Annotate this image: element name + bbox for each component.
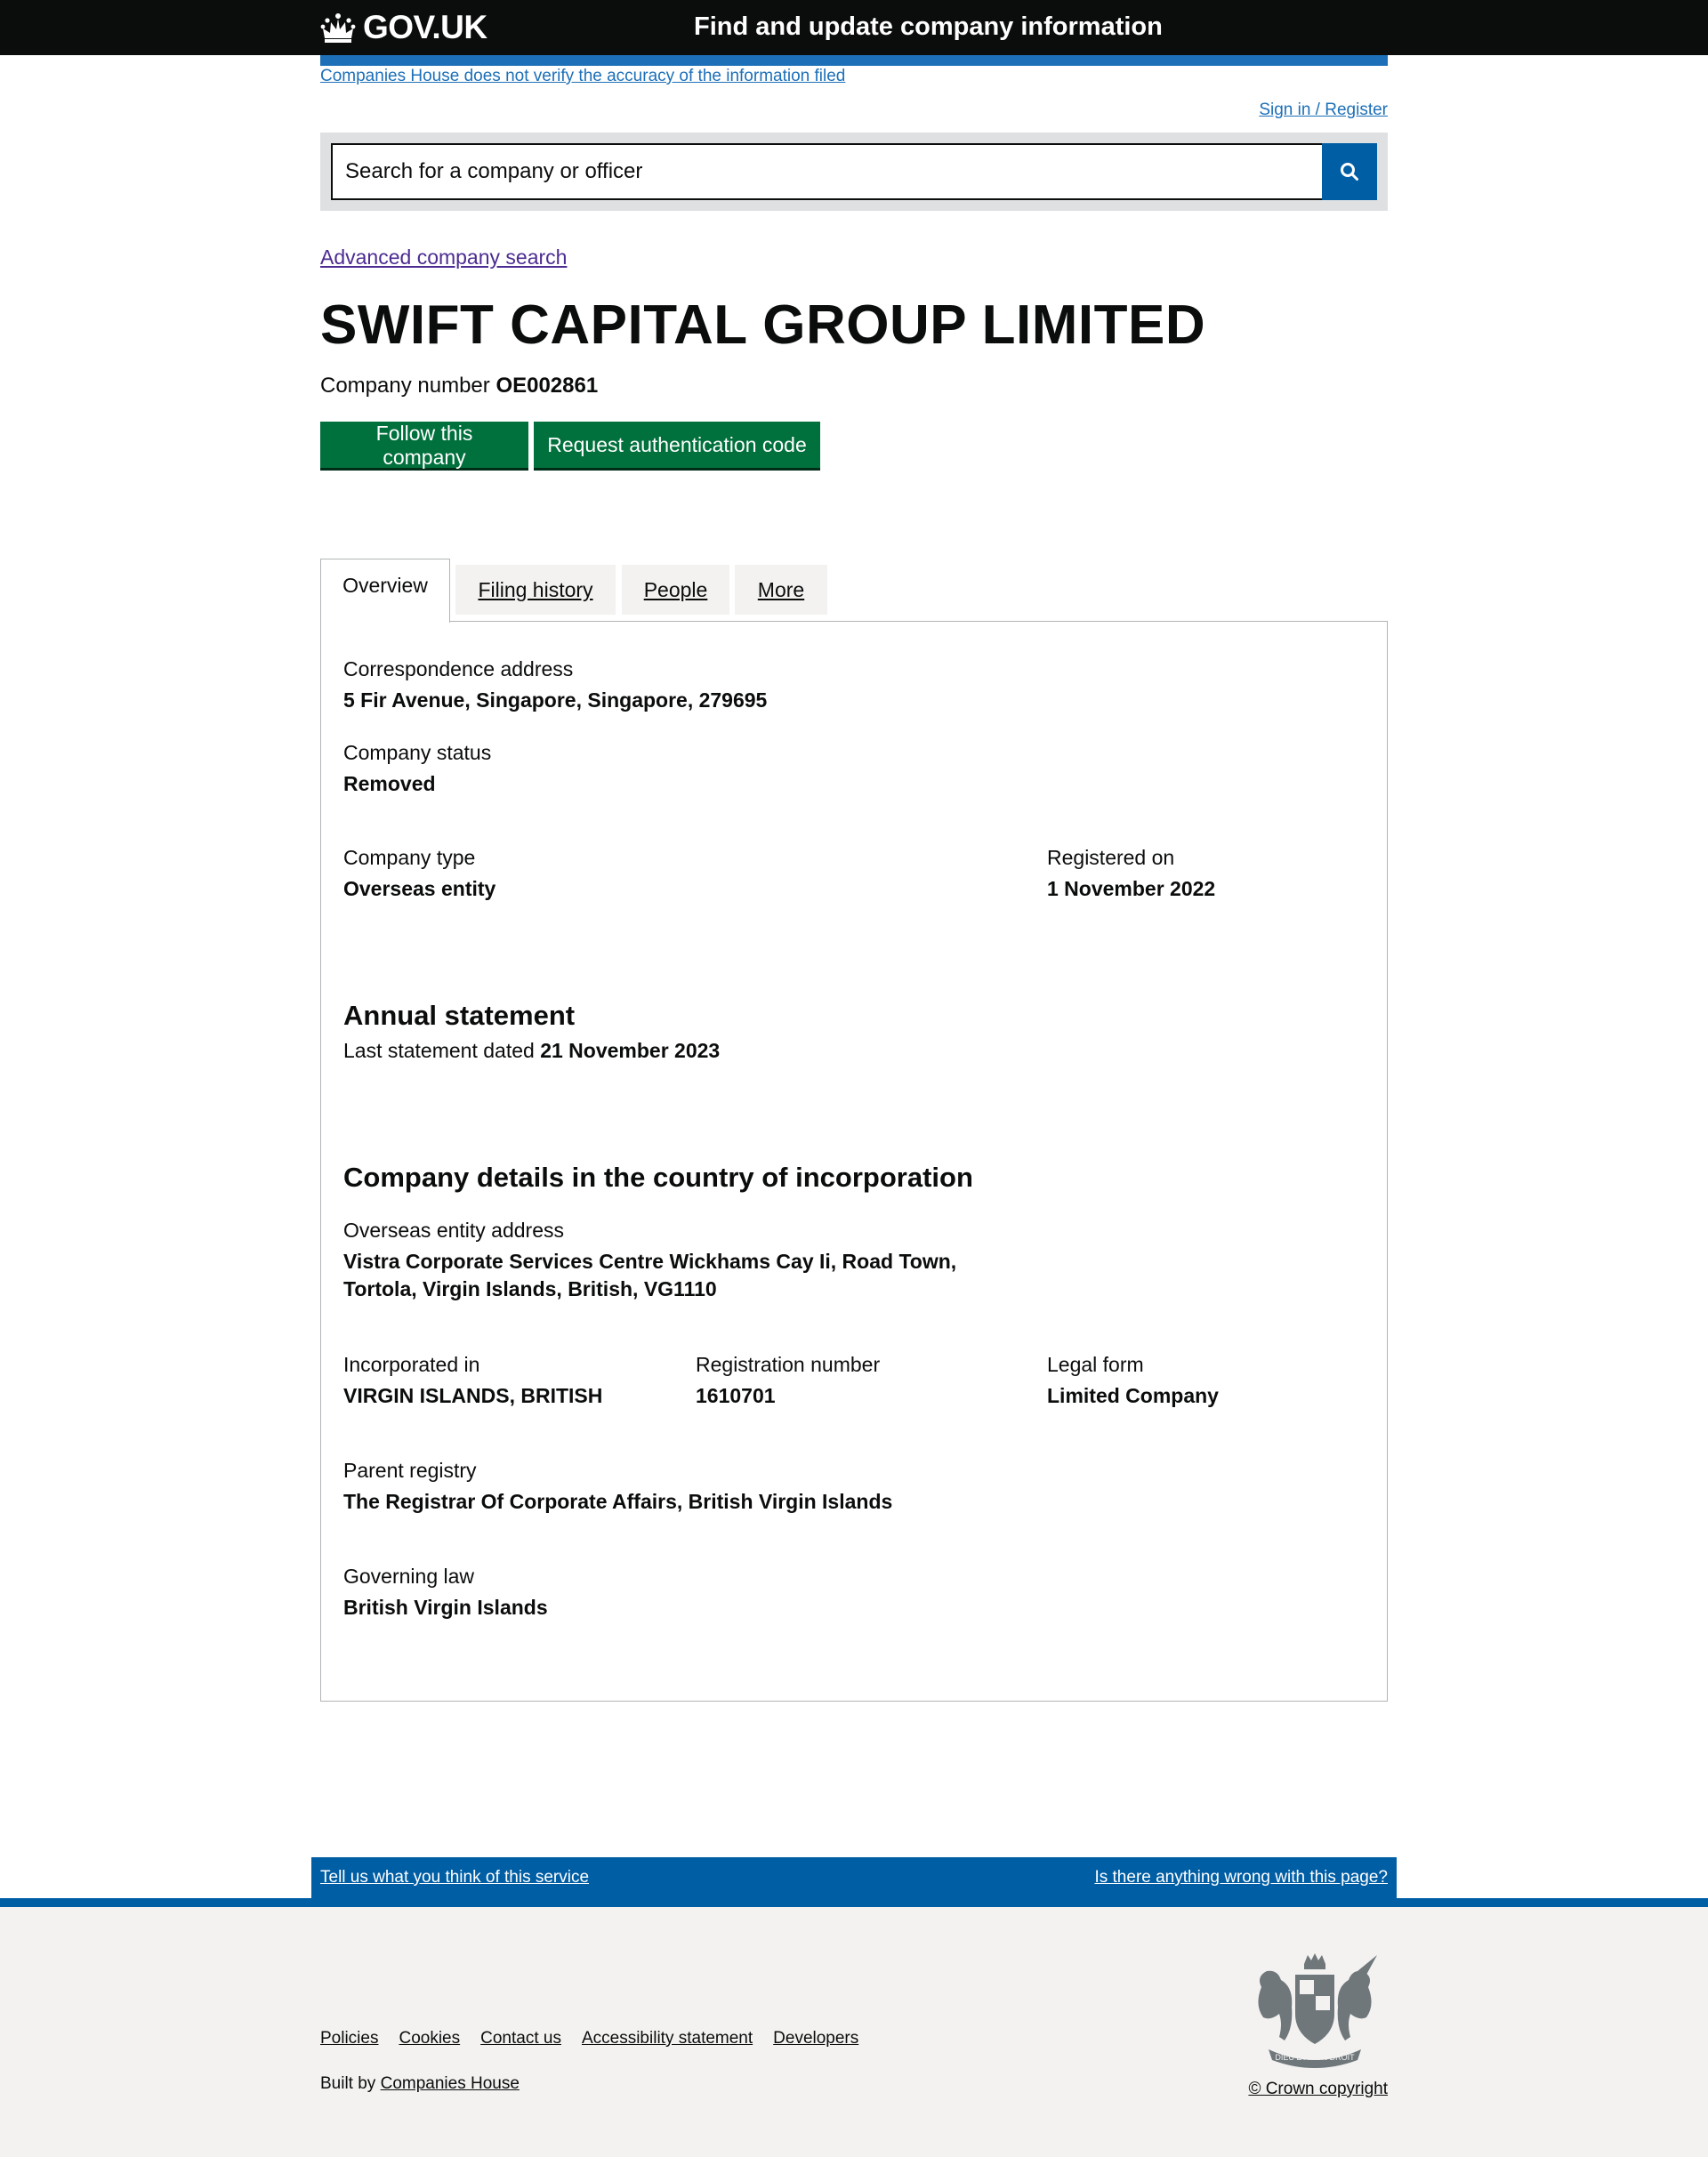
tab-more[interactable]: More [735,565,827,615]
annual-statement-prefix: Last statement dated [343,1039,535,1062]
registered-on-value: 1 November 2022 [1047,877,1216,900]
governing-law-label: Governing law [343,1565,475,1588]
site-header [0,0,1708,55]
crown-icon [320,12,356,44]
incorporated-in-label: Incorporated in [343,1353,480,1376]
feedback-bar [311,1857,1397,1898]
company-status-label: Company status [343,741,492,764]
request-auth-code-button[interactable]: Request authentication code [534,422,820,468]
registered-on-label: Registered on [1047,846,1175,869]
search-input[interactable] [331,143,1333,200]
companies-house-link[interactable]: Companies House [380,2074,520,2093]
incorporated-in-value: VIRGIN ISLANDS, BRITISH [343,1384,603,1407]
crown-copyright-link[interactable]: © Crown copyright [1248,2080,1388,2098]
follow-company-button[interactable]: Follow this company [320,422,528,468]
correspondence-address-value: 5 Fir Avenue, Singapore, Singapore, 279695 [343,688,768,712]
overseas-address-label: Overseas entity address [343,1219,565,1242]
crest-motto: DIEU ET MON DROIT [1275,2053,1355,2062]
legal-form-label: Legal form [1047,1353,1144,1376]
governing-law-value: British Virgin Islands [343,1596,548,1619]
header-blue-bar [320,55,1388,66]
footer-links [320,2029,879,2048]
logo-text: GOV.UK [363,9,487,45]
footer-link-contact[interactable]: Contact us [480,2029,561,2048]
tab-people[interactable]: People [622,565,729,615]
service-name-link[interactable]: Find and update company information [694,12,1163,41]
header-container [320,0,1388,55]
tab-filing-history[interactable]: Filing history [455,565,616,615]
annual-statement-date: 21 November 2023 [540,1039,721,1062]
built-by-text: Built by [320,2074,376,2093]
report-problem-link[interactable]: Is there anything wrong with this page? [1094,1868,1388,1887]
feedback-service-link[interactable]: Tell us what you think of this service [320,1868,590,1887]
legal-form-value: Limited Company [1047,1384,1219,1407]
annual-statement-heading: Annual statement [343,1000,576,1031]
company-number [320,374,598,398]
search-icon [1340,162,1359,181]
registration-number-value: 1610701 [696,1384,776,1407]
company-number-value: OE002861 [495,374,599,398]
footer-link-developers[interactable]: Developers [773,2029,859,2048]
company-number-label: Company number [320,374,490,398]
registration-number-label: Registration number [696,1353,881,1376]
tab-overview[interactable]: Overview [320,559,450,623]
overseas-address-line1: Vistra Corporate Services Centre Wickhams Cay Ii, Road Town, [343,1250,957,1273]
overview-panel [320,621,1388,1702]
footer-link-cookies[interactable]: Cookies [399,2029,461,2048]
site-footer [0,1907,1708,2157]
footer-link-policies[interactable]: Policies [320,2029,379,2048]
footer-link-accessibility[interactable]: Accessibility statement [581,2029,753,2048]
company-type-label: Company type [343,846,476,869]
company-name-heading: SWIFT CAPITAL GROUP LIMITED [320,294,1206,356]
govuk-logo-link[interactable] [320,9,487,46]
sign-in-link[interactable]: Sign in / Register [1259,101,1388,119]
company-status-value: Removed [343,772,436,795]
company-type-value: Overseas entity [343,877,496,900]
disclaimer-link[interactable]: Companies House does not verify the accuracy of the information filed [320,67,846,85]
annual-statement-text [343,1039,720,1063]
footer-top-border [0,1898,1708,1907]
search-bar [320,133,1388,211]
parent-registry-value: The Registrar Of Corporate Affairs, British Virgin Islands [343,1490,893,1513]
parent-registry-label: Parent registry [343,1459,477,1482]
incorporation-heading: Company details in the country of incorporation [343,1162,973,1193]
search-button[interactable] [1322,143,1377,200]
advanced-search-link[interactable]: Advanced company search [320,245,568,269]
overseas-address-line2: Tortola, Virgin Islands, British, VG1110 [343,1277,717,1300]
built-by [320,2074,520,2094]
royal-coat-of-arms-icon [1244,1952,1386,2069]
correspondence-address-label: Correspondence address [343,657,574,680]
